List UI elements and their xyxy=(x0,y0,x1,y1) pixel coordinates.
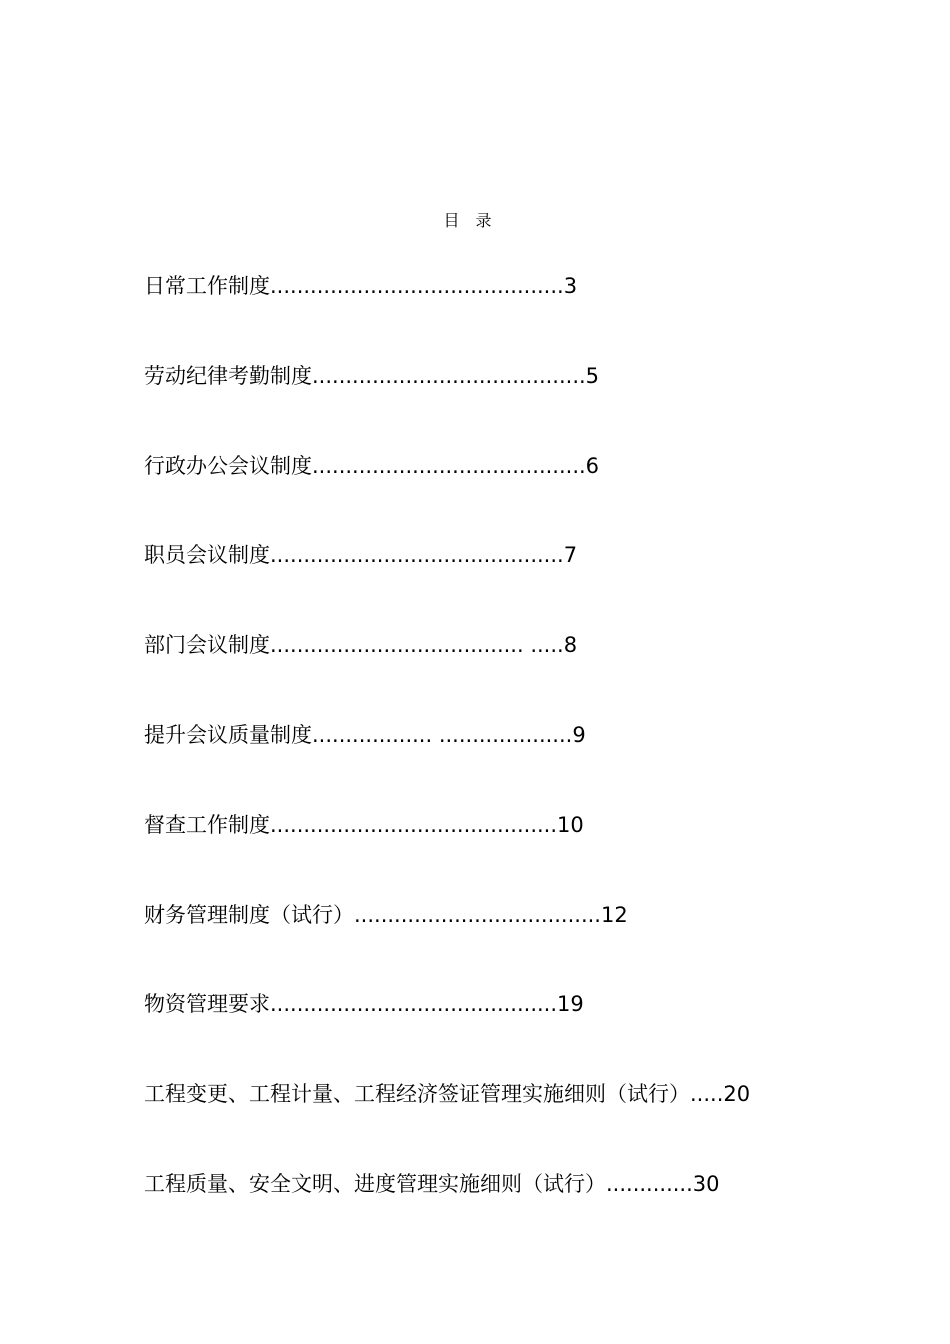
toc-entry: 督查工作制度...........................................10 xyxy=(144,812,584,837)
toc-entry: 提升会议质量制度.................. ....................9 xyxy=(144,722,586,747)
toc-entry: 工程质量、安全文明、进度管理实施细则（试行）.............30 xyxy=(144,1171,720,1196)
toc-entry: 日常工作制度............................................3 xyxy=(144,274,578,298)
toc-entry: 劳动纪律考勤制度.........................................5 xyxy=(144,363,600,388)
toc-entry: 工程变更、工程计量、工程经济签证管理实施细则（试行）.....20 xyxy=(144,1082,751,1107)
toc-list xyxy=(144,268,750,1256)
toc-entry: 物资管理要求...........................................19 xyxy=(144,992,584,1017)
toc-entry: 职员会议制度............................................7 xyxy=(144,543,578,568)
toc-entry: 部门会议制度...................................... .....8 xyxy=(144,633,578,658)
toc-entry: 财务管理制度（试行）.....................................12 xyxy=(144,902,628,927)
toc-title: 目 录 xyxy=(443,211,492,230)
toc-entry: 行政办公会议制度.........................................6 xyxy=(144,453,600,478)
